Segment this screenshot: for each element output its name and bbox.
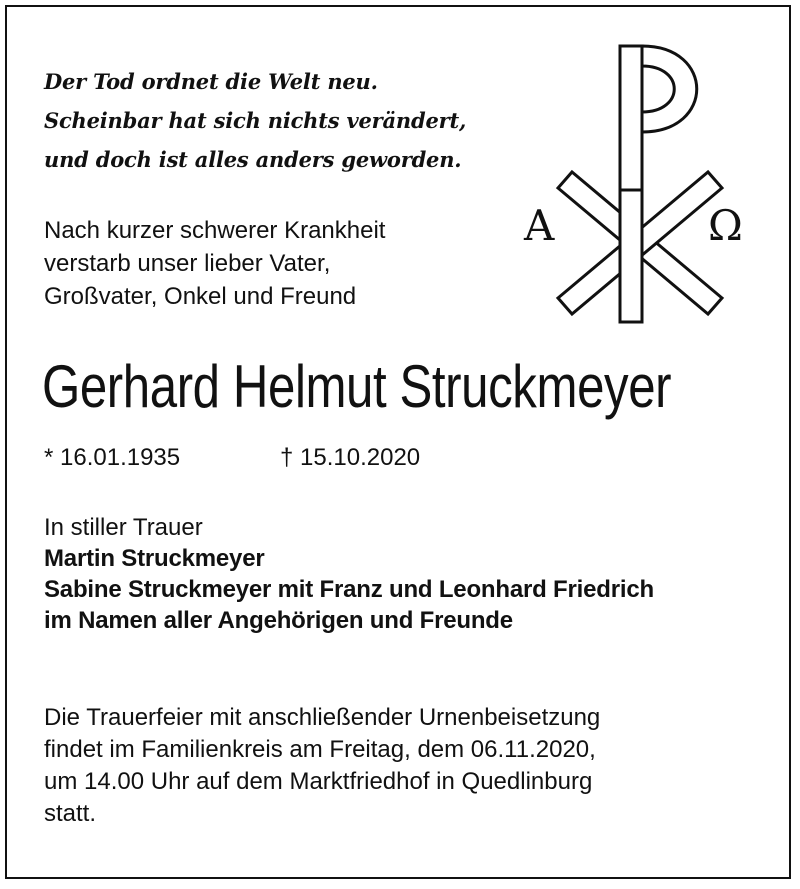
mourners-block xyxy=(44,512,654,636)
intro-line: Großvater, Onkel und Freund xyxy=(44,283,357,310)
mourner-line: Martin Struckmeyer xyxy=(44,545,265,572)
quote-line: und doch ist alles anders geworden. xyxy=(44,147,462,172)
intro-line: Nach kurzer schwerer Krankheit xyxy=(44,217,386,244)
mourner-line: Sabine Struckmeyer mit Franz und Leonhard Friedrich xyxy=(44,576,654,603)
birth-date: * 16.01.1935 xyxy=(44,444,181,471)
deceased-name: Gerhard Helmut Struckmeyer xyxy=(42,353,672,420)
funeral-line: um 14.00 Uhr auf dem Marktfriedhof in Quedlinburg xyxy=(44,768,593,795)
quote-block xyxy=(44,62,466,179)
chi-rho-alpha-omega-icon xyxy=(510,40,770,330)
alpha-letter: A xyxy=(524,201,555,250)
mourners-heading: In stiller Trauer xyxy=(44,514,203,541)
quote-line: Scheinbar hat sich nichts verändert, xyxy=(44,108,467,133)
funeral-line: statt. xyxy=(44,800,97,827)
mourner-line: im Namen aller Angehörigen und Freunde xyxy=(44,607,513,634)
omega-letter: Ω xyxy=(708,201,743,250)
intro-block xyxy=(44,214,385,313)
quote-line: Der Tod ordnet die Welt neu. xyxy=(44,69,378,94)
funeral-line: Die Trauerfeier mit anschließender Urnenbeisetzung xyxy=(44,704,601,731)
funeral-line: findet im Familienkreis am Freitag, dem 06.11.2020, xyxy=(44,736,596,763)
funeral-info xyxy=(44,702,600,830)
intro-line: verstarb unser lieber Vater, xyxy=(44,250,331,277)
death-date: † 15.10.2020 xyxy=(280,444,421,471)
